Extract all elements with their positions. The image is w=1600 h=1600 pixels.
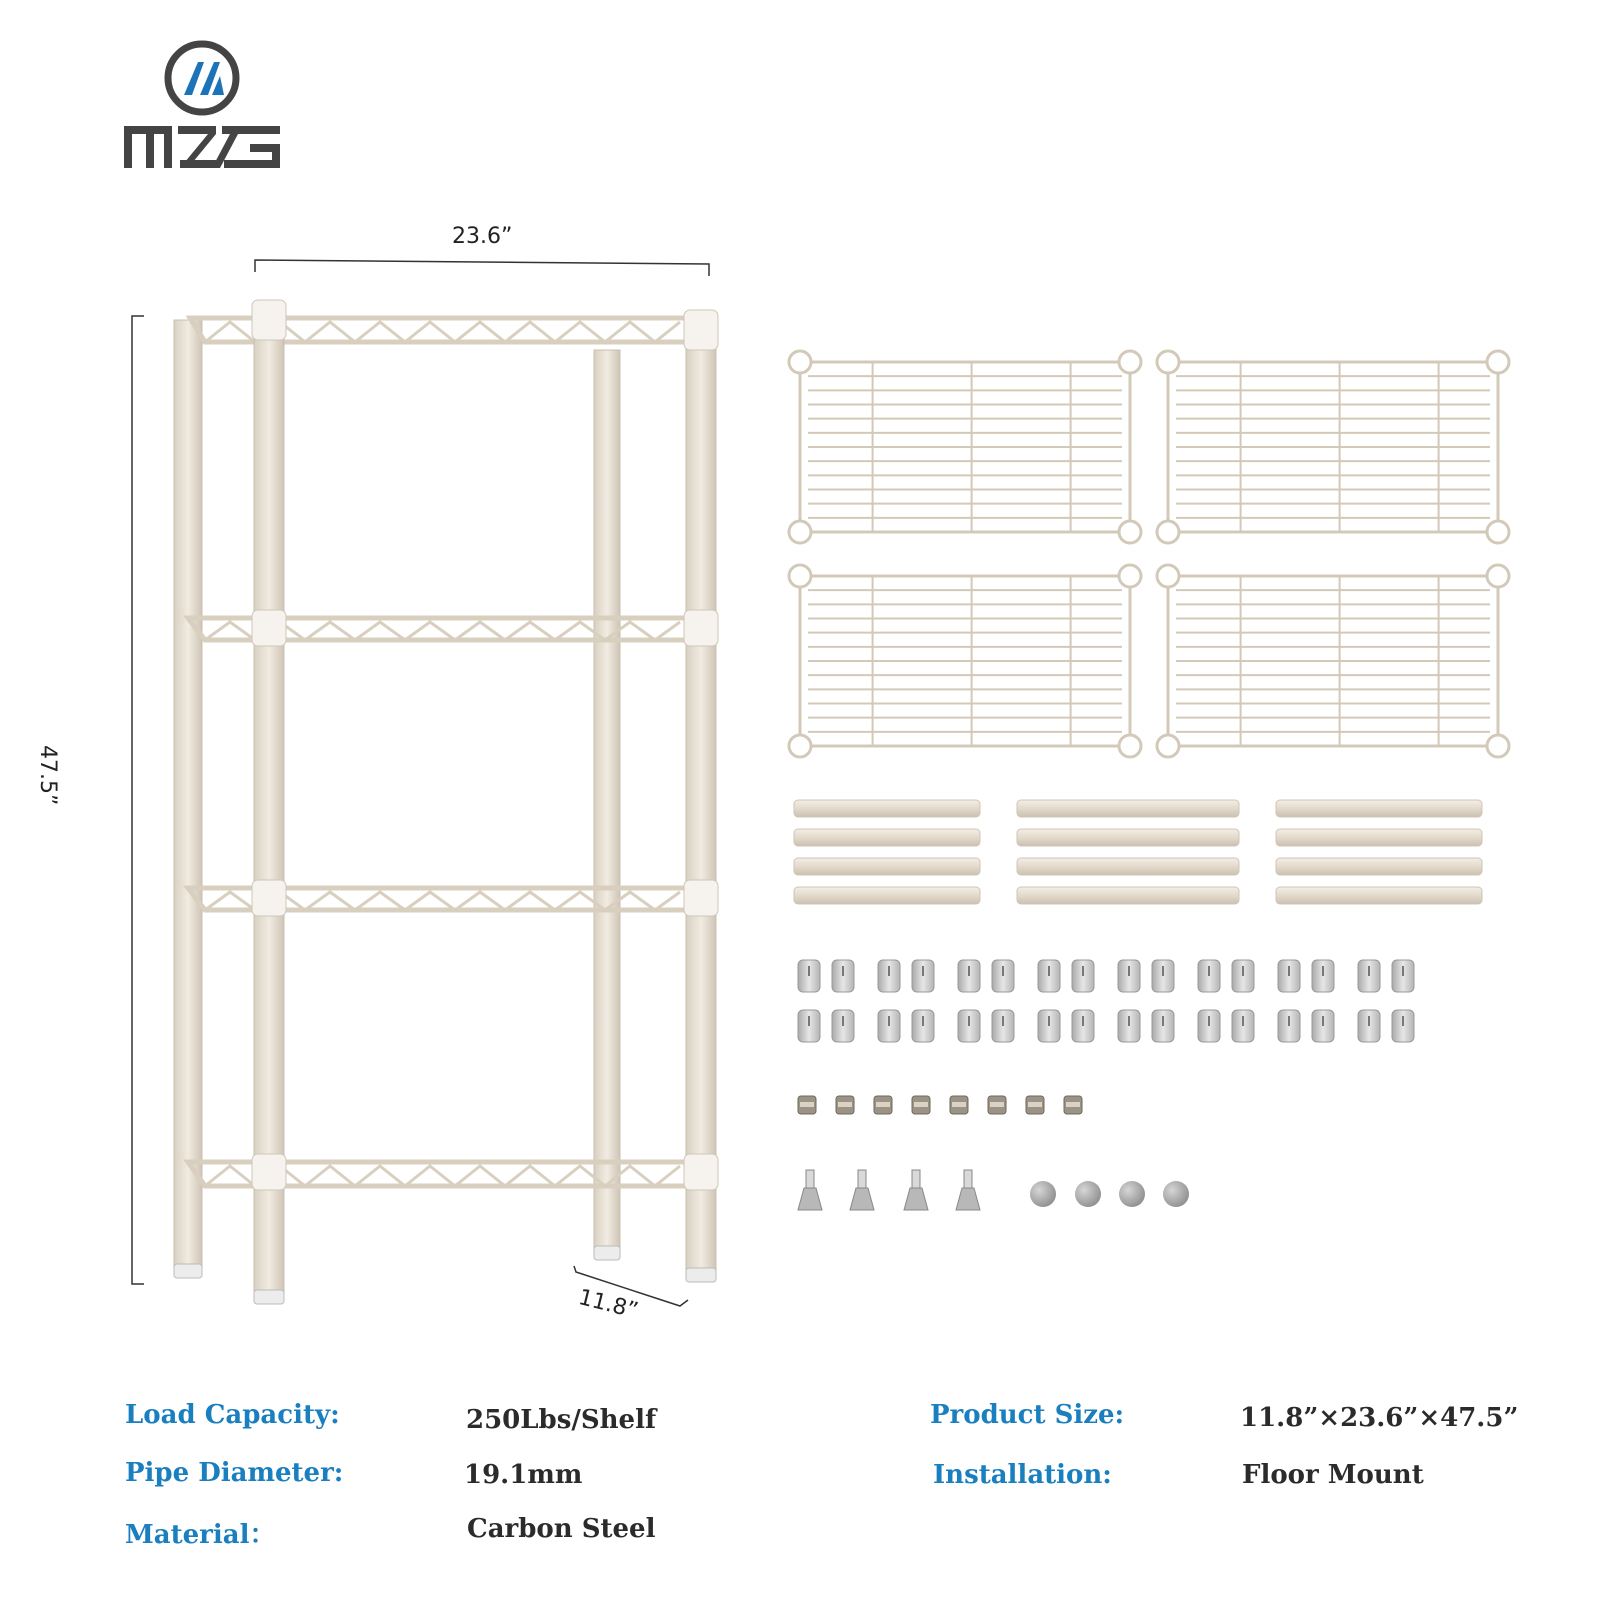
sleeve-clip bbox=[1358, 1010, 1380, 1042]
width-dimension-line bbox=[255, 260, 709, 276]
loose-pole bbox=[1017, 858, 1239, 875]
loose-pole bbox=[794, 800, 980, 817]
loose-pole bbox=[1276, 829, 1482, 846]
leveling-foot bbox=[904, 1170, 928, 1210]
loose-pole bbox=[1276, 887, 1482, 904]
sleeve-clip bbox=[1198, 960, 1220, 992]
sleeve-clips bbox=[798, 960, 1414, 1042]
rack-front-poles bbox=[254, 302, 716, 1292]
loose-pole bbox=[1276, 858, 1482, 875]
leveling-feet bbox=[798, 1170, 980, 1210]
connector bbox=[1026, 1096, 1044, 1114]
sleeve-clip bbox=[1072, 960, 1094, 992]
sleeve-clip bbox=[1118, 960, 1140, 992]
connector bbox=[988, 1096, 1006, 1114]
loose-shelf bbox=[1157, 351, 1509, 543]
sleeve-clip bbox=[832, 1010, 854, 1042]
connector bbox=[798, 1096, 816, 1114]
loose-pole bbox=[1276, 800, 1482, 817]
sleeve-clip bbox=[1118, 1010, 1140, 1042]
spec-material-label: Material： bbox=[125, 1520, 276, 1550]
end-cap bbox=[1030, 1181, 1056, 1207]
sleeve-clip bbox=[1152, 1010, 1174, 1042]
loose-pole bbox=[794, 887, 980, 904]
dimension-height-label: 47.5” bbox=[35, 745, 60, 806]
sleeve-clip bbox=[958, 1010, 980, 1042]
spec-material-value: Carbon Steel bbox=[467, 1514, 656, 1544]
rack-back-poles bbox=[174, 320, 620, 1270]
loose-shelves bbox=[789, 351, 1509, 757]
sleeve-clip bbox=[1232, 960, 1254, 992]
connector bbox=[874, 1096, 892, 1114]
spec-load-capacity-value: 250Lbs/Shelf bbox=[466, 1405, 657, 1435]
sleeve-clip bbox=[1278, 1010, 1300, 1042]
connector bbox=[836, 1096, 854, 1114]
end-cap bbox=[1119, 1181, 1145, 1207]
rack-collars bbox=[252, 300, 718, 1190]
spec-pipe-diameter-value: 19.1mm bbox=[464, 1460, 583, 1490]
spec-installation-label: Installation: bbox=[933, 1460, 1112, 1490]
leveling-foot bbox=[798, 1170, 822, 1210]
sleeve-clip bbox=[958, 960, 980, 992]
sleeve-clip bbox=[1072, 1010, 1094, 1042]
loose-pole bbox=[1017, 800, 1239, 817]
spec-installation-value: Floor Mount bbox=[1242, 1460, 1424, 1490]
sleeve-clip bbox=[1392, 1010, 1414, 1042]
loose-pole bbox=[794, 829, 980, 846]
sleeve-clip bbox=[992, 960, 1014, 992]
sleeve-clip bbox=[878, 960, 900, 992]
loose-pole bbox=[1017, 829, 1239, 846]
height-dimension-line bbox=[132, 316, 144, 1284]
sleeve-clip bbox=[1358, 960, 1380, 992]
leveling-foot bbox=[956, 1170, 980, 1210]
sleeve-clip bbox=[1038, 960, 1060, 992]
end-cap bbox=[1075, 1181, 1101, 1207]
connector bbox=[1064, 1096, 1082, 1114]
sleeve-clip bbox=[992, 1010, 1014, 1042]
sleeve-clip bbox=[912, 1010, 934, 1042]
sleeve-clip bbox=[1038, 1010, 1060, 1042]
connectors bbox=[798, 1096, 1082, 1114]
end-caps bbox=[1030, 1181, 1189, 1207]
sleeve-clip bbox=[1198, 1010, 1220, 1042]
spec-pipe-diameter-label: Pipe Diameter: bbox=[125, 1458, 344, 1488]
spec-load-capacity-label: Load Capacity: bbox=[125, 1400, 340, 1430]
spec-product-size-label: Product Size: bbox=[930, 1400, 1125, 1430]
dimension-depth-label: 11.8” bbox=[575, 1285, 641, 1324]
loose-shelf bbox=[789, 351, 1141, 543]
sleeve-clip bbox=[1232, 1010, 1254, 1042]
sleeve-clip bbox=[912, 960, 934, 992]
leveling-foot bbox=[850, 1170, 874, 1210]
spec-product-size-value: 11.8”×23.6”×47.5” bbox=[1240, 1403, 1519, 1433]
loose-shelf bbox=[789, 565, 1141, 757]
sleeve-clip bbox=[1312, 960, 1334, 992]
sleeve-clip bbox=[832, 960, 854, 992]
loose-shelf bbox=[1157, 565, 1509, 757]
loose-poles bbox=[794, 800, 1482, 904]
dimension-width-label: 23.6” bbox=[452, 224, 513, 249]
sleeve-clip bbox=[798, 960, 820, 992]
sleeve-clip bbox=[1278, 960, 1300, 992]
loose-pole bbox=[1017, 887, 1239, 904]
connector bbox=[950, 1096, 968, 1114]
sleeve-clip bbox=[1392, 960, 1414, 992]
end-cap bbox=[1163, 1181, 1189, 1207]
sleeve-clip bbox=[1312, 1010, 1334, 1042]
connector bbox=[912, 1096, 930, 1114]
sleeve-clip bbox=[798, 1010, 820, 1042]
sleeve-clip bbox=[878, 1010, 900, 1042]
sleeve-clip bbox=[1152, 960, 1174, 992]
loose-pole bbox=[794, 858, 980, 875]
